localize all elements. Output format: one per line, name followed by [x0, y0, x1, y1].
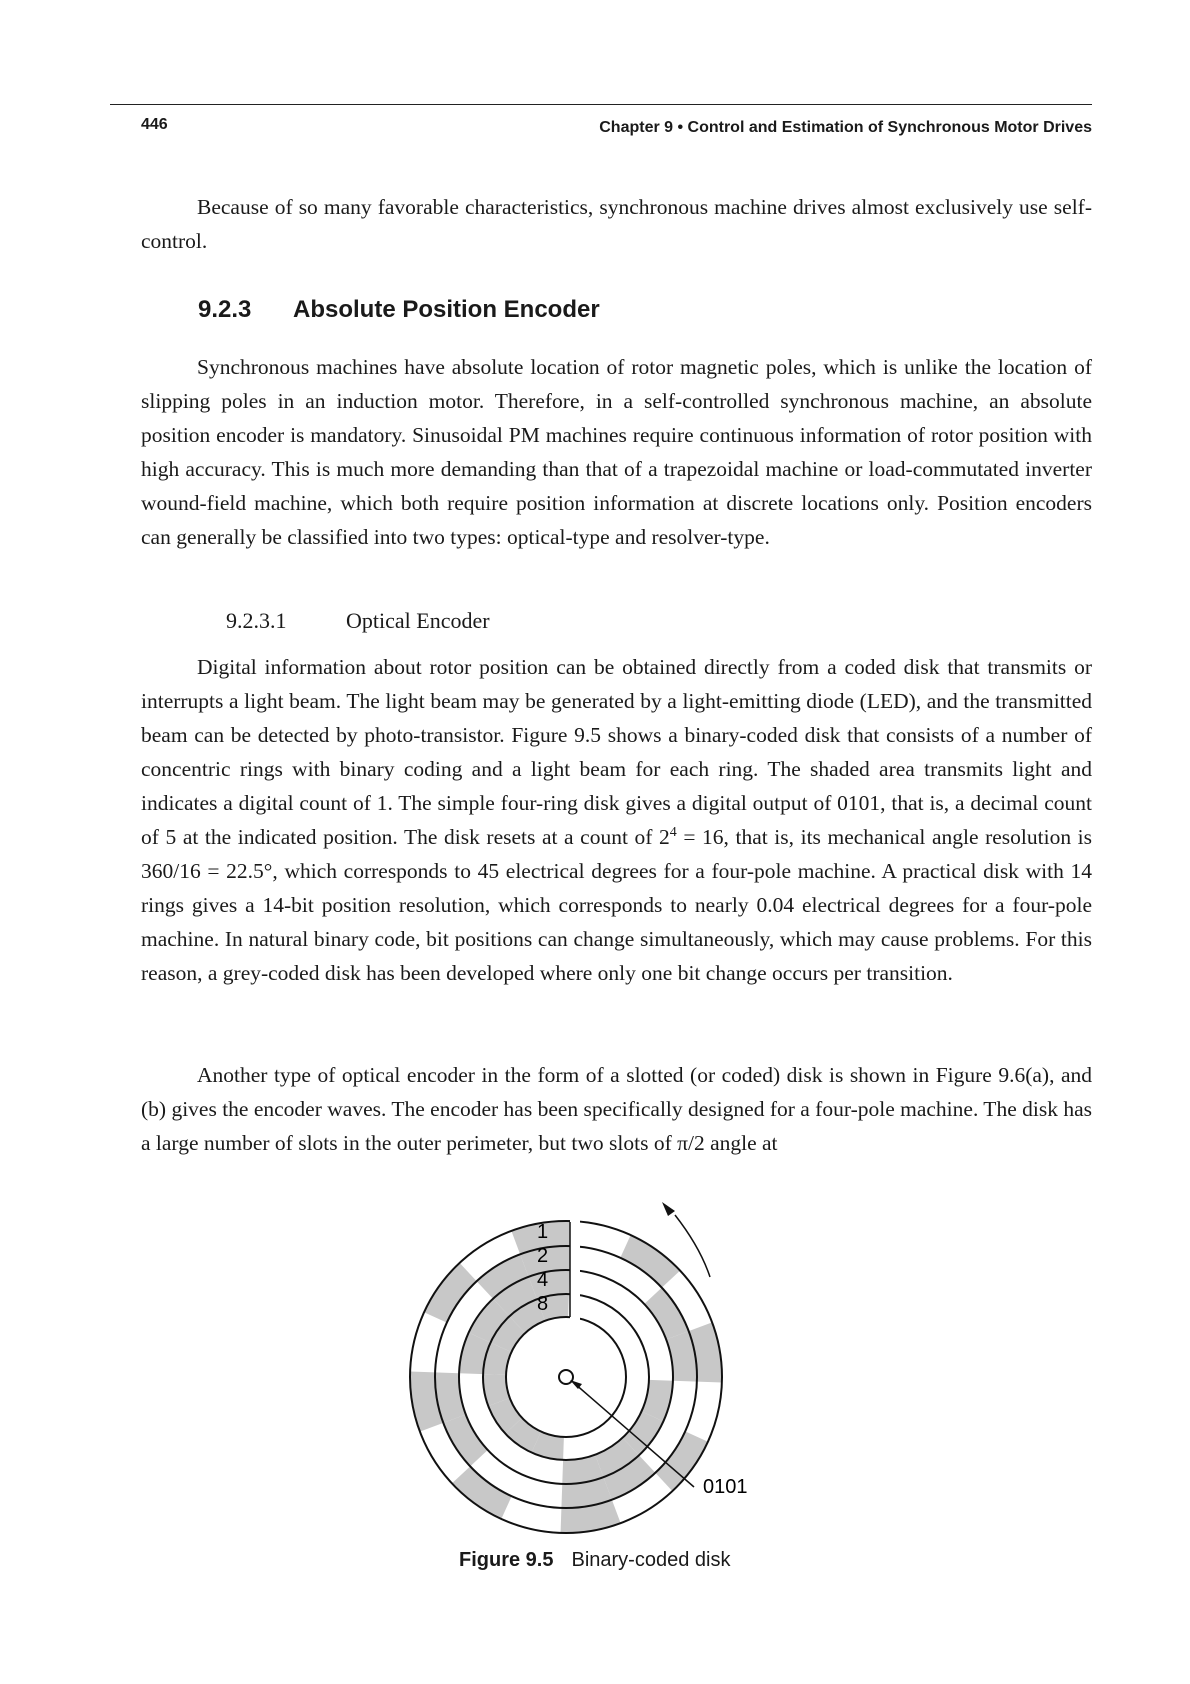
paragraph-optical-encoder — [141, 650, 1092, 990]
shaded-sector — [443, 1414, 487, 1466]
ring-label-8: 8 — [537, 1293, 549, 1315]
figure-caption-label: Figure 9.5 — [459, 1549, 554, 1571]
paragraph-text: Another type of optical encoder in the form of a slotted (or coded) disk is shown in Figure 9.6(a), and (b) gives the encoder waves. The encoder has been specifically designed for a four-pole machine. The disk has a large number of slots in the outer perimeter, but two slots of π/2 angle at — [141, 1063, 1092, 1155]
running-head: Chapter 9 • Control and Estimation of Synchronous Motor Drives — [599, 119, 1092, 136]
superscript-exponent: 4 — [669, 824, 677, 840]
output-code-label: 0101 — [703, 1476, 748, 1498]
header-rule — [110, 104, 1092, 105]
section-number: 9.2.3 — [198, 296, 252, 323]
ring-label-4: 4 — [537, 1269, 549, 1291]
subsection-heading — [226, 608, 490, 634]
rotation-arrowhead — [662, 1202, 675, 1216]
paragraph-slotted-disk — [141, 1058, 1092, 1160]
binary-coded-disk-diagram — [400, 1185, 830, 1545]
page-number: 446 — [141, 116, 168, 133]
figure-binary-coded-disk — [400, 1185, 830, 1545]
figure-caption-text: Binary-coded disk — [571, 1549, 731, 1571]
section-title: Absolute Position Encoder — [293, 296, 600, 323]
subsection-number: 9.2.3.1 — [226, 608, 287, 633]
rotation-direction-arrow — [675, 1215, 710, 1277]
subsection-title: Optical Encoder — [346, 608, 490, 633]
paragraph-text: Because of so many favorable characteristics, synchronous machine drives almost exclusively use self-control. — [141, 195, 1092, 253]
paragraph-text-part-b: = 16, that is, its mechanical angle resolution is 360/16 = 22.5°, which corresponds to 45 electrical degrees for a four-pole machine. A practical disk with 14 rings gives a 14-bit position resolution, which corresponds to nearly 0.04 electrical degrees for a four-pole machine. In natural binary code, bit positions can change simultaneously, which may cause problems. For this reason, a grey-coded disk has been developed where only one bit change occurs per transition. — [141, 825, 1093, 985]
disk-center-hole — [559, 1370, 573, 1384]
paragraph-encoder-intro — [141, 350, 1092, 554]
ring-label-1: 1 — [537, 1221, 549, 1243]
paragraph-intro — [141, 190, 1092, 258]
label-strip — [570, 1187, 580, 1363]
shaded-sector — [644, 1288, 688, 1340]
ring-label-2: 2 — [537, 1245, 549, 1267]
paragraph-text-part-a: Digital information about rotor position can be obtained directly from a coded disk that transmits or interrupts a light beam. The light beam may be generated by a light-emitting diode (LED), and the transmitted beam can be detected by photo-transistor. Figure 9.5 shows a binary-coded disk that consists of a number of concentric rings with binary coding and a light beam for each ring. The shaded area transmits light and indicates a digital count of 1. The simple four-ring disk gives a digital output of 0101, that is, a decimal count of 5 at the indicated position. The disk resets at a count of 2 — [141, 655, 1092, 849]
section-heading — [198, 296, 600, 324]
paragraph-text — [141, 650, 1092, 990]
paragraph-text: Synchronous machines have absolute location of rotor magnetic poles, which is unlike the location of slipping poles in an induction motor. Therefore, in a self-controlled synchronous machine, an absolute position encoder is mandatory. Sinusoidal PM machines require continuous information of rotor position with high accuracy. This is much more demanding than that of a trapezoidal machine or load-commutated inverter wound-field machine, which both require position information at discrete locations only. Position encoders can generally be classified into two types: optical-type and resolver-type. — [141, 355, 1092, 549]
figure-caption — [459, 1549, 730, 1572]
